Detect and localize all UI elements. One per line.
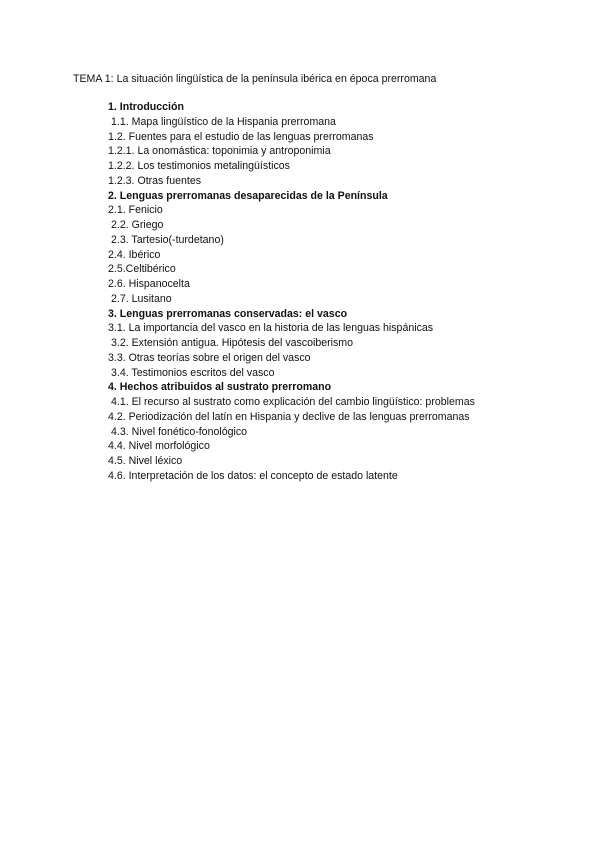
subsection-item: 4.1. El recurso al sustrato como explicación del cambio lingüístico: problemas	[111, 396, 475, 408]
section-heading: 2. Lenguas prerromanas desaparecidas de la Península	[108, 189, 388, 202]
subsection-item: 3.1. La importancia del vasco en la historia de las lenguas hispánicas	[108, 322, 434, 335]
subsection-item: 2.7. Lusitano	[111, 292, 172, 305]
subsection-item: 2.1. Fenicio	[108, 204, 163, 217]
subsection-item: 2.3. Tartesio(-turdetano)	[111, 233, 224, 246]
section-heading: 3. Lenguas prerromanas conservadas: el vasco	[108, 307, 348, 320]
subsection-item: 2.6. Hispanocelta	[108, 278, 190, 290]
document-title: TEMA 1: La situación lingüística de la península ibérica en época prerromana	[73, 73, 437, 85]
subsection-item: 2.5.Celtibérico	[108, 263, 176, 276]
subsection-item: 1.2.3. Otras fuentes	[108, 174, 202, 187]
subsection-item: 1.1. Mapa lingüístico de la Hispania prerromana	[111, 115, 336, 128]
subsection-item: 3.2. Extensión antigua. Hipótesis del vascoiberismo	[111, 337, 354, 349]
subsection-item: 1.2. Fuentes para el estudio de las lenguas prerromanas	[108, 130, 374, 143]
subsection-item: 3.3. Otras teorías sobre el origen del vasco	[108, 351, 311, 364]
section-heading: 4. Hechos atribuidos al sustrato prerromano	[108, 381, 332, 394]
subsection-item: 1.2.1. La onomástica: toponimia y antroponimia	[108, 145, 331, 158]
subsection-item: 4.6. Interpretación de los datos: el concepto de estado latente	[108, 469, 398, 482]
subsection-item: 4.3. Nivel fonético-fonológico	[111, 425, 248, 438]
subsection-item: 2.2. Griego	[111, 219, 164, 231]
section-heading: 1. Introducción	[108, 101, 184, 113]
subsection-item: 3.4. Testimonios escritos del vasco	[111, 366, 275, 379]
subsection-item: 1.2.2. Los testimonios metalingüísticos	[108, 160, 290, 172]
subsection-item: 4.4. Nivel morfológico	[108, 440, 210, 453]
subsection-item: 2.4. Ibérico	[108, 248, 161, 261]
subsection-item: 4.5. Nivel léxico	[108, 455, 183, 467]
topic-outline	[108, 100, 475, 484]
subsection-item: 4.2. Periodización del latín en Hispania y declive de las lenguas prerromanas	[108, 410, 470, 423]
